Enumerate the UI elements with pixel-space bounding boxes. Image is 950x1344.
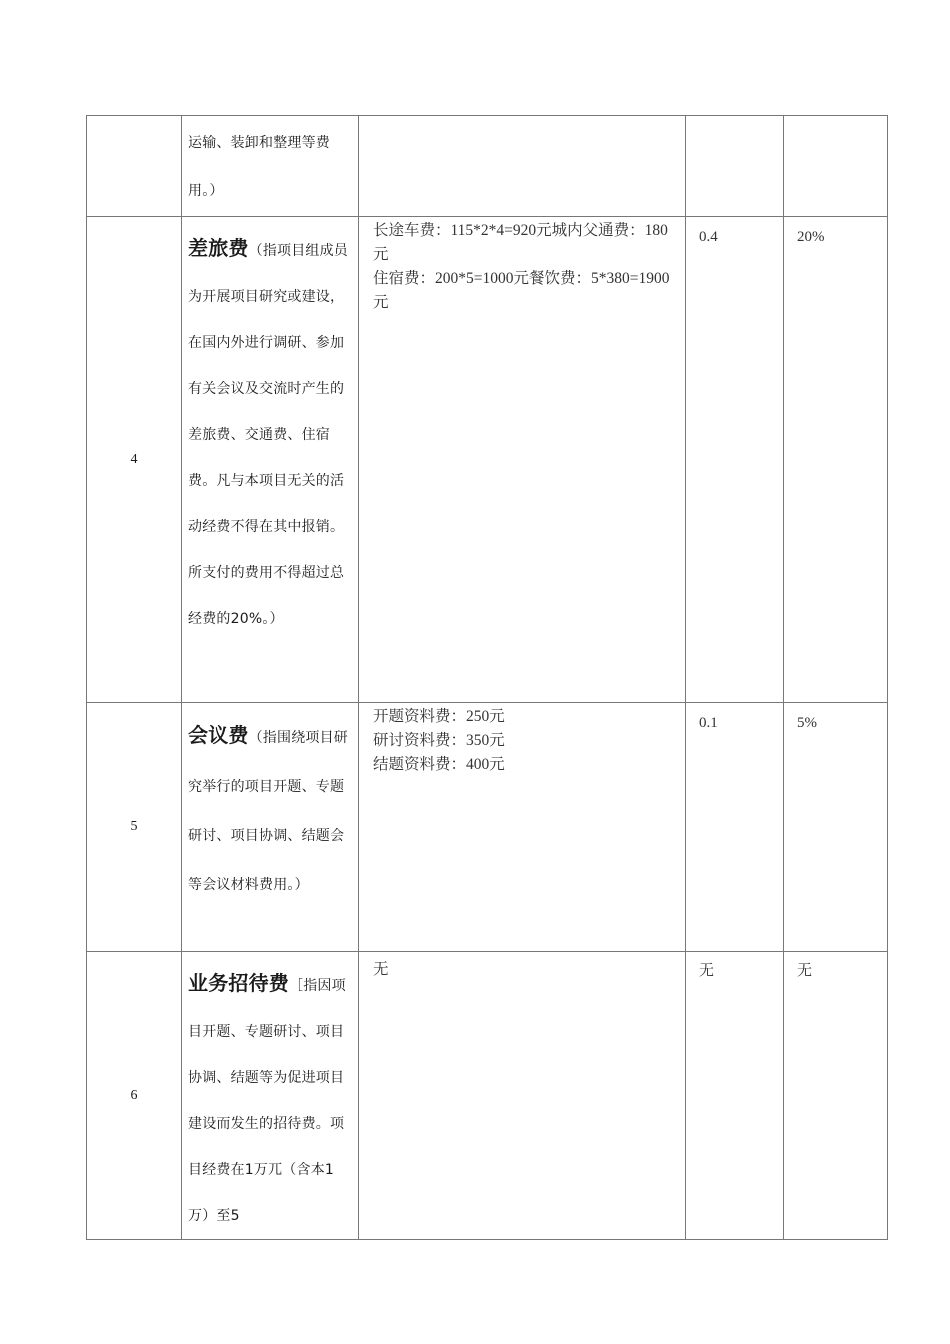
amount-cell <box>686 116 784 217</box>
expense-item-cell <box>182 116 359 217</box>
expense-description: ［指因项目开题、专题研讨、项目协调、结题等为促进项目建设而发生的招待费。项目经费在1万兀（含本1万）至5 <box>188 978 346 1224</box>
calculation-line: 研讨资料费：350元 <box>373 732 505 749</box>
row-number: 5 <box>130 819 138 834</box>
amount-cell <box>686 217 784 703</box>
calculation-line: 住宿费：200*5=1000元餐饮费：5*380=1900元 <box>373 270 670 311</box>
expense-title: 会议费 <box>188 723 249 747</box>
calculation-cell <box>359 952 686 1240</box>
expense-description: 运输、装卸和整理等费用。） <box>188 135 330 199</box>
amount-value: 0.1 <box>699 715 718 731</box>
expense-description: （指项目组成员为开展项目研究或建设，在国内外进行调研、参加有关会议及交流时产生的差旅费、交通费、住宿费。凡与本项目无关的活动经费不得在其中报销。所支付的费用不得超过总经费的20%。） <box>188 243 349 627</box>
table-row <box>87 116 888 217</box>
amount-cell <box>686 952 784 1240</box>
row-number-cell <box>87 703 182 952</box>
expense-title: 业务招待费 <box>188 971 289 995</box>
row-number-cell <box>87 217 182 703</box>
expense-description-block <box>188 711 352 910</box>
amount-value: 无 <box>699 963 715 979</box>
row-number: 6 <box>130 1087 138 1103</box>
percent-cell <box>784 952 888 1240</box>
expense-description-block <box>188 225 352 642</box>
table-row <box>87 952 888 1240</box>
percent-value: 无 <box>797 963 813 979</box>
percent-cell <box>784 217 888 703</box>
calculation-cell <box>359 217 686 703</box>
table-row <box>87 217 888 703</box>
expense-description-block <box>188 960 352 1239</box>
row-number-cell <box>87 952 182 1240</box>
row-number-cell <box>87 116 182 217</box>
calculation-line: 长途车费：115*2*4=920元城内父通费：180元 <box>373 222 668 263</box>
calculation-cell <box>359 116 686 217</box>
percent-cell <box>784 116 888 217</box>
percent-value: 5% <box>797 715 817 731</box>
expense-item-cell <box>182 952 359 1240</box>
row-number: 4 <box>130 451 138 467</box>
expense-title: 差旅费 <box>188 236 249 260</box>
budget-table <box>86 115 888 1240</box>
percent-cell <box>784 703 888 952</box>
amount-value: 0.4 <box>699 229 718 245</box>
calculation-line: 结题资料费：400元 <box>373 756 505 773</box>
expense-item-cell <box>182 703 359 952</box>
expense-description: （指围绕项目研究举行的项目开题、专题研讨、项目协调、结题会等会议材料费用。） <box>188 730 349 893</box>
percent-value: 20% <box>797 229 825 245</box>
calculation-line: 无 <box>373 961 389 978</box>
amount-cell <box>686 703 784 952</box>
calculation-line: 开题资料费：250元 <box>373 708 505 725</box>
table-row <box>87 703 888 952</box>
expense-item-cell <box>182 217 359 703</box>
calculation-cell <box>359 703 686 952</box>
